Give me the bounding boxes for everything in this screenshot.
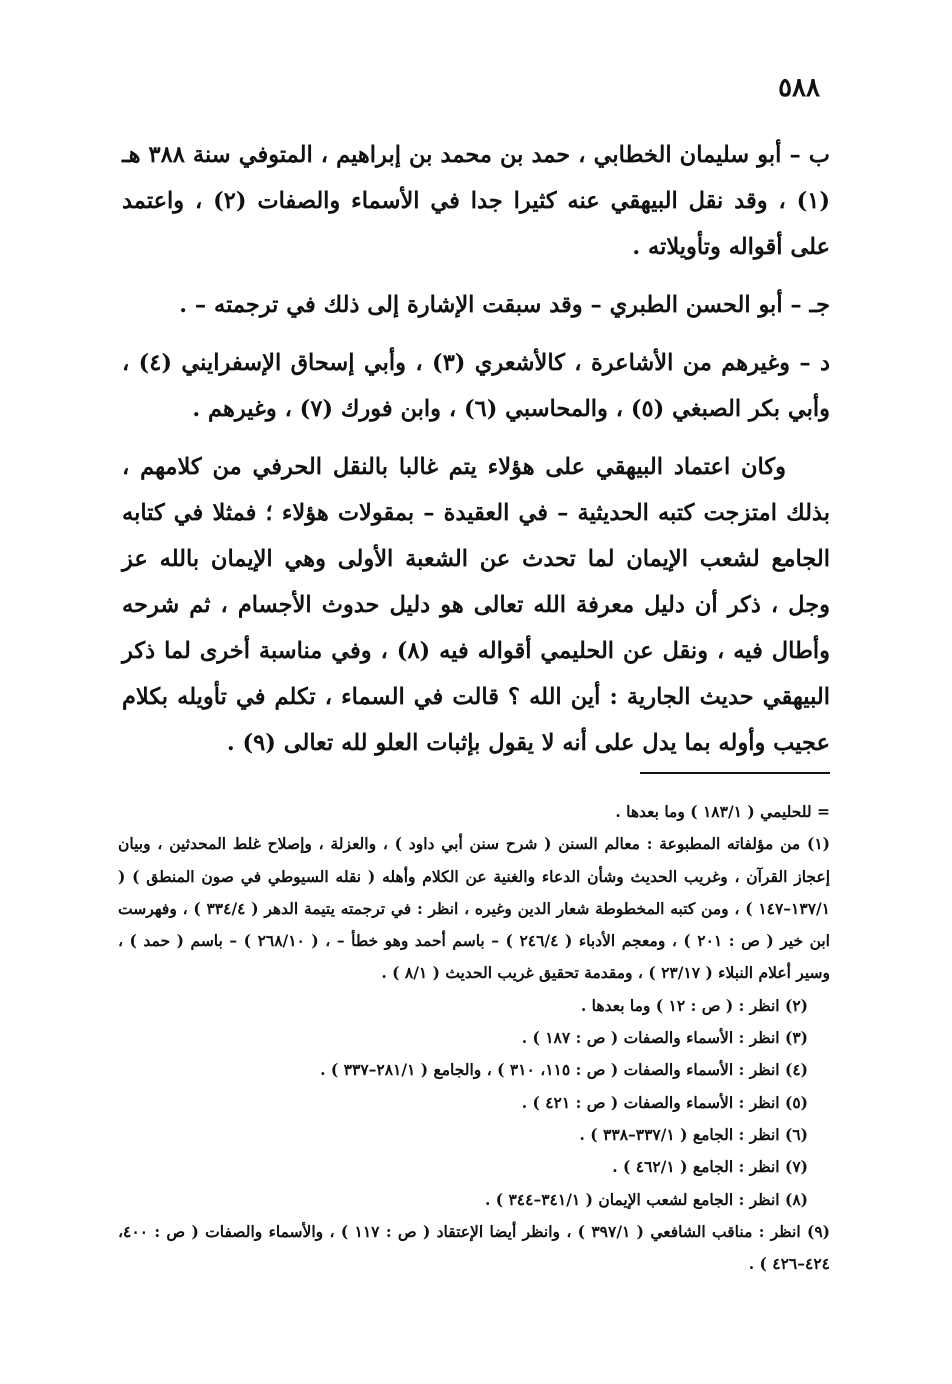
paragraph-body: وكان اعتماد البيهقي على هؤلاء يتم غالبا بالنقل الحرفي من كلامهم ، بذلك امتزجت كتبه الحديثية – في العقيدة – بمقولات هؤلاء ؛ فمثلا في كتابه الجامع لشعب الإيمان لما تحدث عن الشعبة الأولى وهي الإيمان بالله عز وجل ، ذكر أن دليل معرفة الله تعالى هو دليل حدوث الأجسام ، ثم شرحه وأطال فيه ، ونقل عن الحليمي أقواله فيه (٨) ، وفي مناسبة أخرى لما ذكر البيهقي حديث الجارية : أين الله ؟ قالت في السماء ، تكلم في تأويله بكلام عجيب وأوله بما يدل على أنه لا يقول بإثبات العلو لله تعالى (٩) . (122, 454, 831, 756)
footnote-9: (٩) انظر : مناقب الشافعي ( ٣٩٧/١ ) ، وانظر أيضا الإعتقاد ( ص : ١١٧ ) ، والأسماء والصفات ( ص : ٤٠٠، ٤٢٤–٤٢٦ ) . (118, 1221, 830, 1274)
paragraph-item-d: د – وغيرهم من الأشاعرة ، كالأشعري (٣) ، وأبي إسحاق الإسفرايني (٤) ، وأبي بكر الصبغي (٥) ، والمحاسبي (٦) ، وابن فورك (٧) ، وغيرهم . (122, 350, 830, 422)
footnote-2: (٢) انظر : ( ص : ١٢ ) وما بعدها . (580, 995, 808, 1015)
footnote-1: (١) من مؤلفاته المطبوعة : معالم السنن ( شرح سنن أبي داود ) ، والعزلة ، وإصلاح غلط المحدثين ، وبيان إعجاز القرآن ، وغريب الحديث وشأن الدعاء والغنية عن الكلام وأهله ( نقله السيوطي في صون المنطق ) ( ١٣٧/١–١٤٧ ) ، ومن كتبه المخطوطة شعار الدين وغيره ، انظر : في ترجمته يتيمة الدهر ( ٣٣٤/٤ ) ، وفهرست ابن خير ( ص : ٢٠١ ) ، ومعجم الأدباء ( ٢٤٦/٤ ) – باسم أحمد وهو خطأ – ، ( ٢٦٨/١٠ ) – باسم ( حمد ) ، وسير أعلام النبلاء ( ٢٣/١٧ ) ، ومقدمة تحقيق غريب الحديث ( ٨/١ ) . (118, 834, 831, 983)
footnote-divider (640, 772, 830, 774)
main-text (122, 132, 830, 766)
footnote-4: (٤) انظر : الأسماء والصفات ( ص : ١١٥، ٣١٠ ) ، والجامع ( ٢٨١/١–٣٣٧ ) . (320, 1060, 808, 1080)
paragraph-item-j: جـ – أبو الحسن الطبري – وقد سبقت الإشارة إلى ذلك في ترجمته – . (179, 292, 830, 318)
footnote-5: (٥) انظر : الأسماء والصفات ( ص : ٤٢١ ) . (521, 1092, 808, 1112)
footnote-continuation: = للحليمي ( ١٨٣/١ ) وما بعدها . (615, 802, 830, 821)
footnote-6: (٦) انظر : الجامع ( ٣٣٧/١–٣٣٨ ) . (579, 1124, 808, 1144)
footnote-3: (٣) انظر : الأسماء والصفات ( ص : ١٨٧ ) . (521, 1028, 808, 1048)
footnote-8: (٨) انظر : الجامع لشعب الإيمان ( ٣٤١/١–٣٤٤ ) . (484, 1189, 808, 1209)
footnote-7: (٧) انظر : الجامع ( ٤٦٢/١ ) . (612, 1157, 808, 1177)
paragraph-item-b: ب – أبو سليمان الخطابي ، حمد بن محمد بن إبراهيم ، المتوفي سنة ٣٨٨ هـ (١) ، وقد نقل البيهقي عنه كثيرا جدا في الأسماء والصفات (٢) ، واعتمد على أقواله وتأويلاته . (122, 142, 830, 260)
footnotes (118, 796, 830, 1280)
page-number: ٥٨٨ (778, 73, 820, 103)
